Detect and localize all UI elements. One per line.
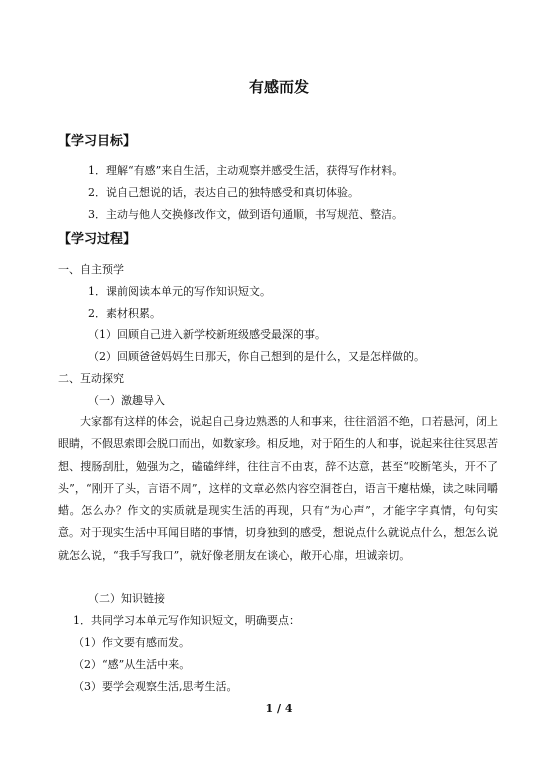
document-title: 有感而发 [248,78,309,96]
part1-sub-1: （1）回顾自己进入新学校新班级感受最深的事。 [88,328,326,341]
part2-sub1-label: （一）激趣导入 [88,394,165,407]
goal-item-1: 1．理解“有感”来自生活，主动观察并感受生活，获得写作材料。 [88,164,404,177]
part2-label: 二、互动探究 [58,372,124,385]
part2-item-1: 1．共同学习本单元写作知识短文，明确要点： [73,614,300,627]
goal-item-3: 3．主动与他人交换修改作文，做到语句通顺，书写规范、整洁。 [88,208,403,221]
goals-heading: 【学习目标】 [58,134,137,149]
part1-item-1: 1．课前阅读本单元的写作知识短文。 [88,285,271,298]
part1-sub-2: （2）回顾爸爸妈妈生日那天，你自己想到的是什么，又是怎样做的。 [88,350,425,363]
point-3: （3）要学会观察生活,思考生活。 [73,680,238,693]
part2-sub2-label: （二）知识链接 [88,592,165,605]
point-1: （1）作文要有感而发。 [73,636,190,649]
intro-paragraph: 大家都有这样的体会，说起自己身边熟悉的人和事来，往往滔滔不绝，口若悬河，闭上眼睛，不假思索即会脱口而出，如数家珍。相反地，对于陌生的人和事，说起来往往冥思苦想、搜肠刮肚，勉强为之，磕磕绊绊，往往言不由衷，辞不达意，甚至“咬断笔头，开不了头”，“刚开了头，言语不周”，这样的文章必然内容空洞苍白，语言干瘪枯燥，读之味同嚼蜡。怎么办？作文的实质就是现实生活的再现，只有“为心声”，才能字字真情，句句实意。对于现实生活中耳闻目睹的事情，切身独到的感受，想说点什么就说点什么，想怎么说就怎么说，“我手写我口”，就好像老朋友在谈心，敞开心扉，坦诚亲切。 [58,415,498,562]
point-2: （2）“感”从生活中来。 [73,658,191,671]
process-heading: 【学习过程】 [58,232,137,247]
part1-label: 一、自主预学 [58,263,124,276]
goal-item-2: 2．说自己想说的话，表达自己的独特感受和真切体验。 [88,186,359,199]
page-number: 1 / 4 [265,702,293,715]
part1-item-2: 2．素材积累。 [88,307,161,320]
